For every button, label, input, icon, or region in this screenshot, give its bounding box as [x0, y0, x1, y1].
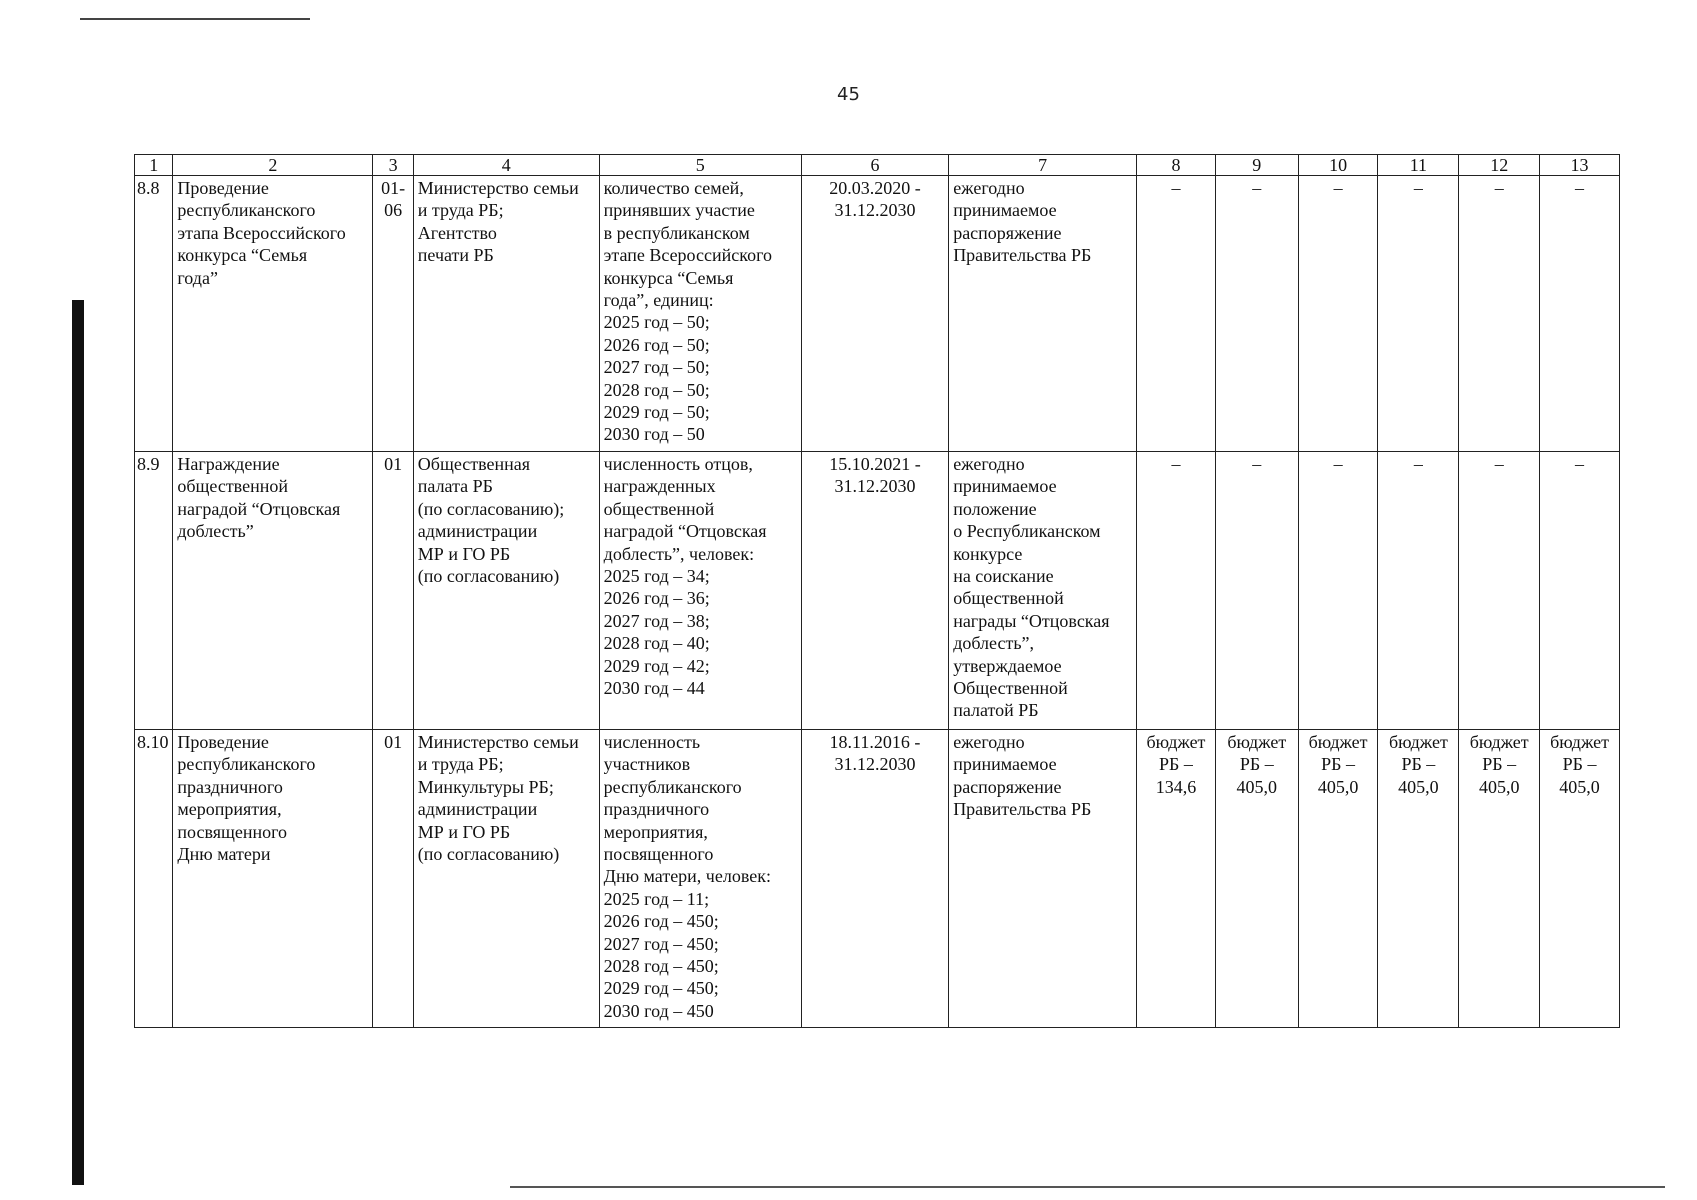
finance-line: бюджет: [1146, 732, 1206, 752]
header-cell: 10: [1298, 155, 1378, 176]
period-cell: [801, 730, 948, 1028]
header-cell: 3: [373, 155, 413, 176]
scan-edge-left: [72, 300, 84, 1185]
finance-cell: [1137, 176, 1216, 452]
indicator-line: 2030 год – 50: [603, 424, 705, 445]
executor-line: администрации: [417, 521, 538, 542]
document-line: конкурсе: [953, 543, 1023, 564]
indicator-line: 2025 год – 11;: [603, 888, 710, 909]
header-cell: 5: [599, 155, 801, 176]
finance-line: бюджет: [1550, 732, 1609, 752]
executor-line: Министерство семьи: [417, 178, 579, 198]
finance-cell: [1459, 730, 1540, 1028]
document-line: утверждаемое: [953, 655, 1062, 676]
executor-line: палата РБ: [417, 476, 494, 497]
finance-line: –: [1494, 454, 1504, 474]
document-line: Правительства РБ: [953, 799, 1092, 820]
indicator-line: 2026 год – 450;: [603, 911, 719, 932]
finance-line: –: [1252, 178, 1262, 198]
event-line: мероприятия,: [177, 799, 282, 820]
code-line: 01: [384, 732, 403, 752]
executor-line: МР и ГО РБ: [417, 821, 511, 842]
finance-line: бюджет: [1227, 732, 1287, 752]
indicator-line: посвященного: [603, 844, 714, 865]
finance-line: бюджет: [1388, 732, 1448, 752]
document-line: ежегодно: [953, 454, 1025, 474]
event-name-cell: [173, 730, 373, 1028]
finance-cell: [1215, 730, 1298, 1028]
finance-cell: [1540, 452, 1620, 730]
indicator-line: Дню матери, человек:: [603, 866, 771, 887]
period-line: 31.12.2030: [834, 754, 916, 775]
indicator-line: 2029 год – 42;: [603, 655, 710, 676]
indicator-line: мероприятия,: [603, 821, 708, 842]
indicator-line: 2029 год – 50;: [603, 402, 710, 423]
finance-line: 405,0: [1317, 776, 1359, 797]
indicator-line: республиканского: [603, 776, 742, 797]
table-row: [135, 730, 1620, 1028]
finance-line: 405,0: [1398, 776, 1439, 797]
executors-cell: [413, 176, 599, 452]
finance-cell: [1459, 452, 1540, 730]
item-number: 8.9: [135, 452, 173, 730]
finance-cell: [1378, 730, 1459, 1028]
document-cell: [949, 452, 1137, 730]
indicator-line: 2028 год – 40;: [603, 633, 710, 654]
event-line: Проведение: [177, 178, 269, 198]
indicator-line: участников: [603, 754, 691, 775]
event-line: года”: [177, 267, 218, 288]
indicator-line: 2027 год – 50;: [603, 357, 710, 378]
event-line: Награждение: [177, 454, 280, 474]
finance-line: –: [1494, 178, 1504, 198]
table-row: [135, 176, 1620, 452]
finance-line: РБ –: [1482, 754, 1517, 775]
indicator-line: в республиканском: [603, 222, 750, 243]
header-cell: 2: [173, 155, 373, 176]
event-name-cell: [173, 176, 373, 452]
indicator-line: 2029 год – 450;: [603, 978, 719, 999]
document-line: награды “Отцовская: [953, 610, 1110, 631]
header-cell: 8: [1137, 155, 1216, 176]
document-line: ежегодно: [953, 178, 1025, 198]
finance-line: 405,0: [1478, 776, 1520, 797]
executor-line: печати РБ: [417, 245, 494, 266]
header-cell: 13: [1540, 155, 1620, 176]
header-cell: 1: [135, 155, 173, 176]
indicator-cell: [599, 452, 801, 730]
finance-line: –: [1575, 454, 1585, 474]
document-line: распоряжение: [953, 776, 1062, 797]
indicator-line: принявших участие: [603, 200, 755, 221]
finance-cell: [1215, 452, 1298, 730]
finance-line: –: [1575, 178, 1585, 198]
document-line: Общественной: [953, 678, 1068, 699]
executor-line: администрации: [417, 799, 538, 820]
executor-line: Общественная: [417, 454, 531, 474]
document-cell: [949, 730, 1137, 1028]
indicator-line: 2028 год – 450;: [603, 956, 719, 977]
document-line: на соискание: [953, 566, 1054, 587]
indicator-line: наградой “Отцовская: [603, 521, 767, 542]
executors-cell: [413, 730, 599, 1028]
event-line: наградой “Отцовская: [177, 498, 341, 519]
indicator-line: этапе Всероссийского: [603, 245, 773, 266]
indicator-line: праздничного: [603, 799, 710, 820]
document-cell: [949, 176, 1137, 452]
finance-line: бюджет: [1308, 732, 1368, 752]
finance-line: РБ –: [1321, 754, 1356, 775]
executor-line: Агентство: [417, 222, 497, 243]
finance-cell: [1540, 176, 1620, 452]
finance-line: РБ –: [1401, 754, 1436, 775]
document-line: принимаемое: [953, 754, 1057, 775]
code-line: 06: [384, 200, 403, 221]
period-line: 31.12.2030: [834, 476, 916, 497]
event-line: этапа Всероссийского: [177, 222, 346, 243]
code-cell: [373, 730, 413, 1028]
document-line: принимаемое: [953, 200, 1057, 221]
header-cell: 6: [801, 155, 948, 176]
document-line: общественной: [953, 588, 1064, 609]
indicator-line: 2026 год – 50;: [603, 334, 710, 355]
executor-line: (по согласованию);: [417, 498, 565, 519]
indicator-line: конкурса “Семья: [603, 267, 734, 288]
event-line: республиканского: [177, 754, 316, 775]
indicator-line: количество семей,: [603, 178, 744, 198]
indicator-line: года”, единиц:: [603, 290, 714, 311]
document-line: Правительства РБ: [953, 245, 1092, 266]
period-line: 18.11.2016 -: [829, 732, 921, 752]
period-line: 15.10.2021 -: [829, 454, 921, 474]
finance-line: –: [1333, 454, 1343, 474]
indicator-line: 2027 год – 38;: [603, 610, 710, 631]
event-line: конкурса “Семья: [177, 245, 308, 266]
indicator-line: 2030 год – 450: [603, 1000, 714, 1021]
indicator-line: 2028 год – 50;: [603, 379, 710, 400]
executor-line: и труда РБ;: [417, 754, 504, 775]
finance-line: –: [1333, 178, 1343, 198]
finance-cell: [1215, 176, 1298, 452]
finance-line: 405,0: [1236, 776, 1278, 797]
period-cell: [801, 176, 948, 452]
indicator-line: численность: [603, 732, 701, 752]
finance-line: РБ –: [1159, 754, 1193, 775]
period-cell: [801, 452, 948, 730]
executor-line: и труда РБ;: [417, 200, 504, 221]
period-line: 20.03.2020 -: [829, 178, 921, 198]
header-cell: 7: [949, 155, 1137, 176]
finance-cell: [1378, 176, 1459, 452]
table-row: [135, 452, 1620, 730]
event-line: республиканского: [177, 200, 316, 221]
header-cell: 4: [413, 155, 599, 176]
header-cell: 12: [1459, 155, 1540, 176]
scan-edge-top: [80, 18, 310, 20]
event-name-cell: [173, 452, 373, 730]
finance-line: –: [1413, 178, 1423, 198]
code-cell: [373, 452, 413, 730]
finance-line: –: [1171, 454, 1181, 474]
period-line: 31.12.2030: [834, 200, 916, 221]
code-line: 01: [384, 454, 403, 474]
document-line: распоряжение: [953, 222, 1062, 243]
executor-line: (по согласованию): [417, 566, 560, 587]
document-line: о Республиканском: [953, 521, 1101, 542]
event-line: посвященного: [177, 821, 288, 842]
header-cell: 11: [1378, 155, 1459, 176]
page-number: 45: [837, 84, 860, 105]
finance-cell: [1298, 452, 1378, 730]
indicator-cell: [599, 730, 801, 1028]
finance-cell: [1378, 452, 1459, 730]
item-number: 8.8: [135, 176, 173, 452]
indicator-line: 2025 год – 34;: [603, 566, 710, 587]
event-line: общественной: [177, 476, 288, 497]
indicator-line: 2026 год – 36;: [603, 588, 710, 609]
item-number: 8.10: [135, 730, 173, 1028]
finance-cell: [1298, 730, 1378, 1028]
code-cell: [373, 176, 413, 452]
executors-cell: [413, 452, 599, 730]
indicator-line: 2025 год – 50;: [603, 312, 710, 333]
event-line: Проведение: [177, 732, 269, 752]
indicator-line: доблесть”, человек:: [603, 543, 755, 564]
indicator-line: численность отцов,: [603, 454, 753, 474]
finance-line: РБ –: [1562, 754, 1597, 775]
document-line: ежегодно: [953, 732, 1025, 752]
executor-line: МР и ГО РБ: [417, 543, 511, 564]
document-line: доблесть”,: [953, 633, 1035, 654]
event-line: доблесть”: [177, 521, 254, 542]
finance-cell: [1137, 452, 1216, 730]
finance-line: РБ –: [1239, 754, 1274, 775]
indicator-line: общественной: [603, 498, 715, 519]
executor-line: Минкультуры РБ;: [417, 776, 554, 797]
header-row: [135, 155, 1620, 176]
finance-line: –: [1413, 454, 1423, 474]
finance-cell: [1298, 176, 1378, 452]
header-cell: 9: [1215, 155, 1298, 176]
event-line: Дню матери: [177, 844, 271, 865]
finance-cell: [1540, 730, 1620, 1028]
finance-line: 405,0: [1559, 776, 1600, 797]
document-line: положение: [953, 498, 1037, 519]
code-line: 01-: [381, 178, 406, 198]
event-line: праздничного: [177, 776, 283, 797]
indicator-line: 2027 год – 450;: [603, 933, 719, 954]
finance-line: бюджет: [1469, 732, 1529, 752]
finance-line: –: [1171, 178, 1181, 198]
executor-line: (по согласованию): [417, 844, 560, 865]
indicator-cell: [599, 176, 801, 452]
program-table: [134, 154, 1620, 1028]
scan-edge-bottom: [510, 1186, 1665, 1188]
finance-cell: [1137, 730, 1216, 1028]
finance-cell: [1459, 176, 1540, 452]
document-line: палатой РБ: [953, 700, 1039, 721]
indicator-line: награжденных: [603, 476, 716, 497]
executor-line: Министерство семьи: [417, 732, 579, 752]
indicator-line: 2030 год – 44: [603, 678, 705, 699]
finance-line: 134,6: [1155, 776, 1197, 797]
document-line: принимаемое: [953, 476, 1057, 497]
finance-line: –: [1252, 454, 1262, 474]
